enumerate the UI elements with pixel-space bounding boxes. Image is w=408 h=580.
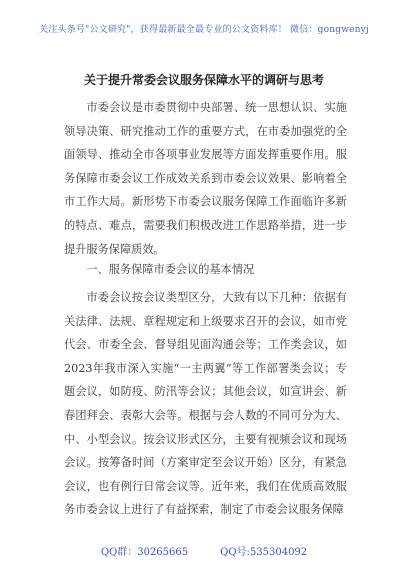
footer-qq-group: QQ群：30265665: [100, 547, 189, 558]
header-notice: 关注头条号"公文研究"，获得最新最全最专业的公文资料库！ 微信：gongwenyj: [39, 25, 369, 35]
section-paragraph-block: [64, 286, 347, 522]
intro-paragraph: 市委会议是市委贯彻中央部署、统一思想认识、实施领导决策、研究推动工作的重要方式，在市委加强党的全面领导、推动全市各项事业发展等方面发挥重要作用。服务保障市委会议工作成效关系到市委会议效果、影响着全市工作大局。新形势下市委会议服务保障工作面临许多新的特点、难点，需要我们积极改进工作思路举措，进一步提升服务保障质效。: [64, 101, 347, 256]
footer-qq-number: QQ号:535304092: [220, 547, 308, 558]
footer-notice: [0, 543, 408, 558]
section-heading: 一、服务保障市委会议的基本情况: [86, 263, 255, 276]
intro-paragraph-block: [64, 96, 347, 261]
document-title: 关于提升常委会议服务保障水平的调研与思考: [83, 73, 324, 87]
section-paragraph: 市委会议按会议类型区分，大致有以下几种：依据有关法律、法规、章程规定和上级要求召开的会议，如市党代会、市委全会、督导组见面沟通会等；工作类会议，如2023年我市深入实施“一主两翼”等工作部署类会议；专题会议，如防疫、防汛等会议；其他会议，如宣讲会、新春团拜会、表彰大会等。根据与会人数的不同可分为大、中、小型会议。按会议形式区分，主要有视频会议和现场会议。按筹备时间（方案审定至会议开始）区分，有紧急会议，也有例行日常会议等。近年来，我们在优质高效服务市委会议上进行了有益探索，制定了市委会议服务保障: [64, 291, 347, 517]
